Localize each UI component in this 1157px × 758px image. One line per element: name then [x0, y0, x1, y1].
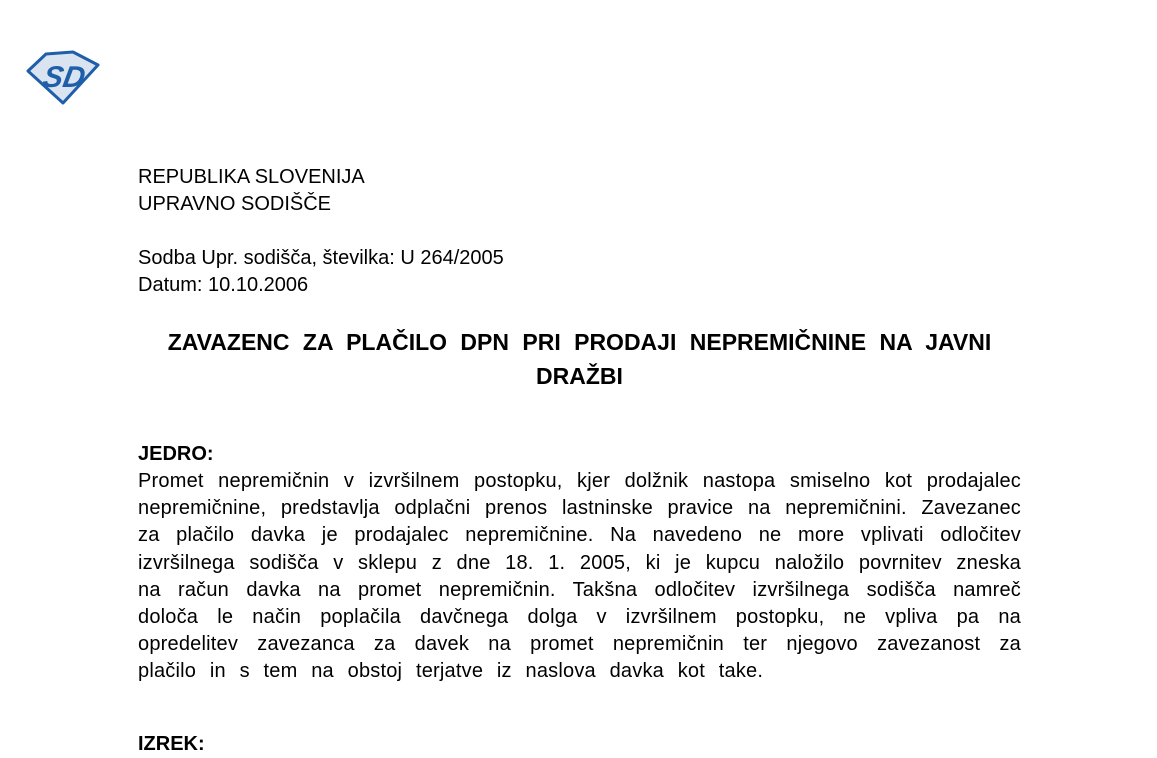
logo-letters: SD	[40, 61, 88, 94]
case-info	[138, 245, 504, 299]
header-court-line: UPRAVNO SODIŠČE	[138, 193, 331, 215]
izrek-section-heading: IZREK:	[138, 733, 205, 755]
case-number-line: Sodba Upr. sodišča, številka: U 264/2005	[138, 247, 504, 269]
court-header	[138, 164, 365, 218]
court-sd-logo-icon	[25, 50, 101, 105]
case-date-line: Datum: 10.10.2006	[138, 274, 309, 296]
jedro-section-heading: JEDRO:	[138, 443, 214, 465]
jedro-section-body: Promet nepremičnin v izvršilnem postopku, kjer dolžnik nastopa smiselno kot prodajalec nepremičnine, predstavlja odplačni prenos lastninske pravice na nepremičnini. Zavezanec za plačilo davka je prodajalec nepremičnine. Na navedeno ne more vplivati odločitev izvršilnega sodišča v sklepu z dne 18. 1. 2005, ki je kupcu naložilo povrnitev zneska na račun davka na promet nepremičnin. Takšna odločitev izvršilnega sodišča namreč določa le način poplačila davčnega dolga v izvršilnem postopku, ne vpliva pa na opredelitev zavezanca za davek na promet nepremičnin ter njegovo zavezanost za plačilo in s tem na obstoj terjatve iz naslova davka kot take.	[138, 470, 1021, 683]
header-republic-line: REPUBLIKA SLOVENIJA	[138, 166, 365, 188]
document-title: ZAVAZENC ZA PLAČILO DPN PRI PRODAJI NEPREMIČNINE NA JAVNI DRAŽBI	[167, 329, 992, 389]
